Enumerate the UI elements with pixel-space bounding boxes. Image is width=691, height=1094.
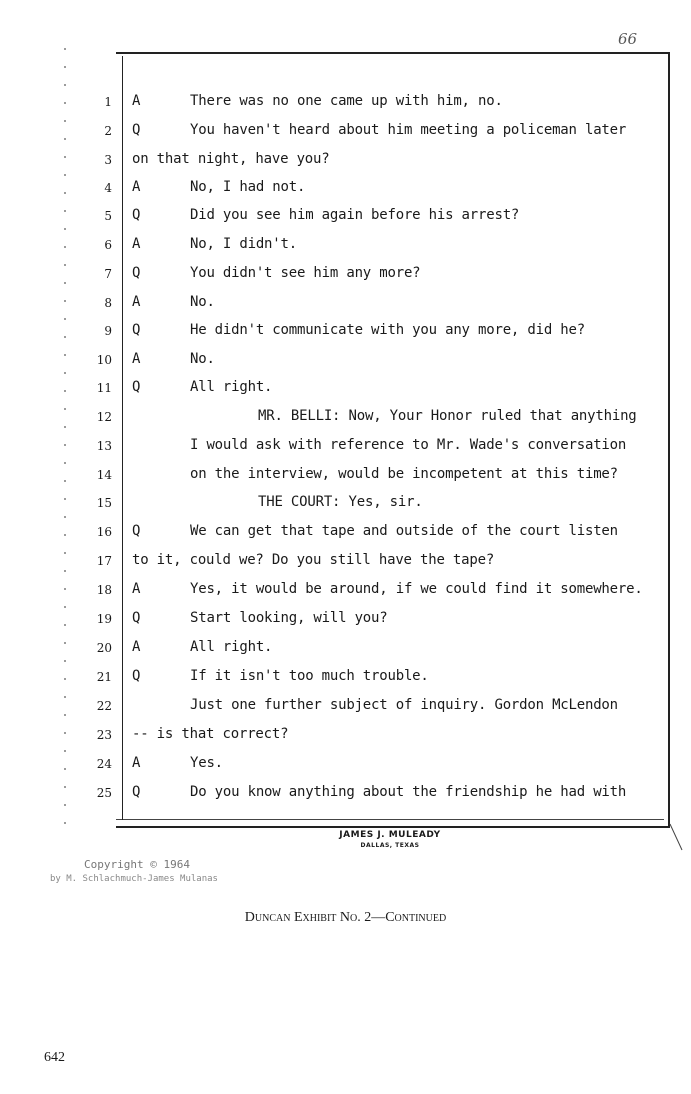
copyright-holder-line: by M. Schlachmuch-James Mulanas [50, 874, 218, 884]
line-number: 16 [96, 525, 112, 539]
transcript-line [0, 378, 691, 406]
line-text: Start looking, will you? [190, 610, 388, 626]
speaker-label: A [132, 236, 141, 252]
speaker-label: Q [132, 523, 141, 539]
line-text: Yes, it would be around, if we could find it somewhere. [190, 581, 643, 597]
line-number: 3 [104, 153, 112, 167]
transcript-line [0, 407, 691, 435]
line-text: Just one further subject of inquiry. Gordon McLendon [190, 697, 618, 713]
transcript-line [0, 725, 691, 753]
line-number: 9 [104, 324, 112, 338]
transcript-line [0, 667, 691, 695]
line-number: 2 [104, 124, 112, 138]
transcript-line [0, 783, 691, 811]
transcript-line [0, 754, 691, 782]
line-number: 15 [96, 496, 112, 510]
transcript-line [0, 638, 691, 666]
line-text: If it isn't too much trouble. [190, 668, 429, 684]
line-text: Yes. [190, 755, 223, 771]
speaker-label: A [132, 351, 141, 367]
line-number: 1 [104, 95, 112, 109]
speaker-label: Q [132, 784, 141, 800]
transcript-line [0, 264, 691, 292]
line-number: 18 [96, 583, 112, 597]
speaker-label: A [132, 294, 141, 310]
transcript-line [0, 609, 691, 637]
speaker-label: Q [132, 207, 141, 223]
line-number: 7 [104, 267, 112, 281]
transcript-frame-inner-rule [116, 819, 664, 820]
reporter-name: JAMES J. MULEADY [339, 830, 441, 840]
line-number: 4 [104, 181, 112, 195]
speaker-label: A [132, 639, 141, 655]
line-number: 14 [96, 468, 112, 482]
copyright-line: Copyright © 1964 [84, 858, 190, 871]
speaker-label: A [132, 581, 141, 597]
speaker-label: Q [132, 265, 141, 281]
line-text: We can get that tape and outside of the court listen [190, 523, 618, 539]
line-number: 11 [96, 381, 112, 395]
line-text: No. [190, 351, 215, 367]
exhibit-caption: Duncan Exhibit No. 2—Continued [244, 910, 447, 925]
line-text: No. [190, 294, 215, 310]
transcript-line [0, 206, 691, 234]
transcript-line [0, 551, 691, 579]
line-number: 5 [104, 209, 112, 223]
line-text: All right. [190, 639, 273, 655]
line-text: Do you know anything about the friendship he had with [190, 784, 627, 800]
reporter-city: DALLAS, TEXAS [360, 842, 420, 849]
speaker-label: A [132, 755, 141, 771]
line-text: You haven't heard about him meeting a policeman later [190, 122, 627, 138]
line-number: 6 [104, 238, 112, 252]
corner-mark [668, 822, 684, 852]
line-number: 19 [96, 612, 112, 626]
line-text: to it, could we? Do you still have the tape? [132, 552, 495, 568]
line-number: 12 [96, 410, 112, 424]
transcript-line [0, 121, 691, 149]
transcript-line [0, 350, 691, 378]
line-text: No, I had not. [190, 179, 306, 195]
transcript-line [0, 321, 691, 349]
transcript-line [0, 493, 691, 521]
transcript-line [0, 580, 691, 608]
speaker-label: A [132, 93, 141, 109]
line-number: 8 [104, 296, 112, 310]
line-number: 22 [96, 699, 112, 713]
line-number: 24 [96, 757, 112, 771]
speaker-label: A [132, 179, 141, 195]
speaker-label: Q [132, 610, 141, 626]
line-text: -- is that correct? [132, 726, 289, 742]
transcript-line [0, 436, 691, 464]
line-text: on the interview, would be incompetent at this time? [190, 466, 618, 482]
transcript-line [0, 465, 691, 493]
line-text: You didn't see him any more? [190, 265, 421, 281]
transcript-line [0, 92, 691, 120]
line-number: 21 [96, 670, 112, 684]
line-text: All right. [190, 379, 273, 395]
line-text: There was no one came up with him, no. [190, 93, 503, 109]
transcript-line [0, 178, 691, 206]
transcript-line [0, 293, 691, 321]
line-text: No, I didn't. [190, 236, 297, 252]
speaker-label: Q [132, 668, 141, 684]
line-number: 13 [96, 439, 112, 453]
line-number: 20 [96, 641, 112, 655]
line-text: on that night, have you? [132, 151, 330, 167]
page-number: 642 [44, 1050, 65, 1065]
speaker-label: Q [132, 122, 141, 138]
speaker-label: Q [132, 322, 141, 338]
transcript-line [0, 235, 691, 263]
line-number: 23 [96, 728, 112, 742]
line-text: I would ask with reference to Mr. Wade's conversation [190, 437, 627, 453]
line-text: He didn't communicate with you any more, did he? [190, 322, 585, 338]
transcript-line [0, 696, 691, 724]
line-number: 10 [96, 353, 112, 367]
line-text: Did you see him again before his arrest? [190, 207, 520, 223]
line-text: THE COURT: Yes, sir. [258, 494, 423, 510]
line-number: 25 [96, 786, 112, 800]
page-marker-top: 66 [618, 30, 638, 48]
line-text: MR. BELLI: Now, Your Honor ruled that anything [258, 408, 637, 424]
line-number: 17 [96, 554, 112, 568]
transcript-line [0, 150, 691, 178]
speaker-label: Q [132, 379, 141, 395]
transcript-line [0, 522, 691, 550]
